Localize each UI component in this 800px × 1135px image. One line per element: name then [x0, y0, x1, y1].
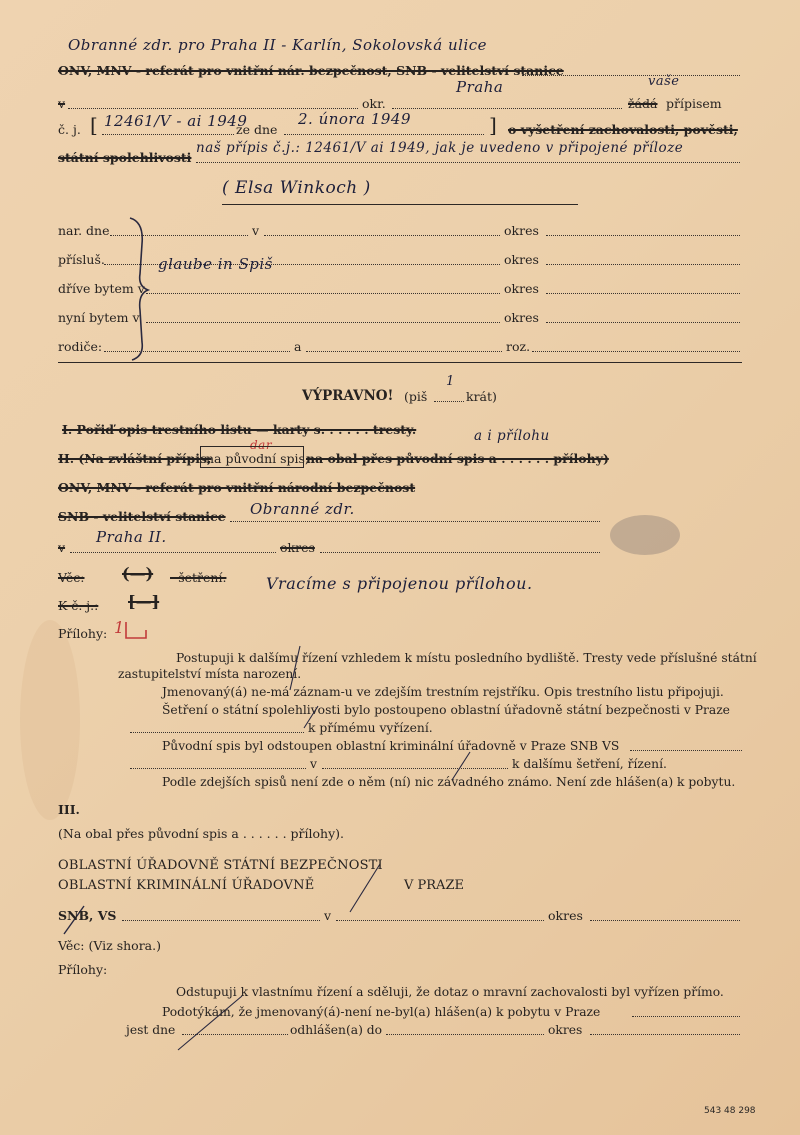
- handwritten-vase: vaše: [648, 74, 680, 89]
- okres-label-1: okres: [504, 223, 539, 238]
- dotted-line: [386, 1034, 544, 1035]
- para-3: Šetření o státní spolehlivosti bylo postoupeno oblastní úřadovně státní bezpečnosti v Praze: [162, 703, 730, 717]
- dotted-line: [322, 768, 508, 769]
- handwritten-office: Obranné zdr. pro Praha II - Karlín, Sokolovská ulice: [68, 36, 488, 54]
- para-q2: Podotýkám, že jmenovaný(á)-není ne-byl(a) hlášen(a) k pobytu v Praze: [162, 1005, 601, 1019]
- okres-label-5: okres: [548, 908, 583, 923]
- para-q3a: jest dne: [126, 1023, 176, 1037]
- dotted-line: [130, 768, 306, 769]
- item-II-c: na obal přes původní spis a . . . . . . přílohy): [306, 451, 609, 466]
- handwritten-dar: dar: [250, 438, 273, 452]
- para-4b-v: v: [310, 757, 317, 771]
- onv-line: ONV, MNV - referát pro vnitřní národní bezpečnost: [58, 480, 416, 495]
- oblastni-osb: OBLASTNÍ ÚŘADOVNĚ STÁTNÍ BEZPEČNOSTI: [58, 858, 383, 873]
- vec-paren: (—): [122, 564, 154, 583]
- nyni-bytem-label: nyní bytem v: [58, 310, 140, 325]
- obal-line: (Na obal přes původní spis a . . . . . . přílohy).: [58, 826, 344, 841]
- section-divider: [58, 362, 742, 363]
- nar-dne-label: nar. dne: [58, 223, 110, 238]
- dotted-line: [630, 750, 742, 751]
- handwritten-name: ( Elsa Winkoch ): [222, 178, 371, 198]
- dotted-line: [284, 134, 484, 135]
- snb-vs-label: SNB, VS: [58, 908, 117, 923]
- dotted-line: [320, 552, 600, 553]
- item-II-a: II. (Na zvláštní přípis,: [58, 451, 212, 466]
- handwritten-a-priloha: a i přílohu: [474, 428, 550, 444]
- setreni-label: - šetření.: [170, 570, 227, 585]
- item-II-b: na původní spis,: [206, 451, 309, 466]
- para-1a: Postupuji k dalšímu řízení vzhledem k místu posledního bydliště. Tresty vede příslušné státní: [176, 651, 757, 665]
- dotted-line: [522, 75, 740, 76]
- handwritten-obranne: Obranné zdr.: [250, 500, 355, 518]
- handwritten-box: [200, 446, 304, 468]
- v-label: v: [58, 96, 66, 111]
- handwritten-vrac: Vracíme s připojenou přílohou.: [266, 574, 533, 593]
- kcj-label: K č. j.:: [58, 598, 99, 613]
- handwritten-count: 1: [446, 374, 455, 389]
- pis-label: (piš: [404, 389, 428, 404]
- dotted-line: [146, 293, 500, 294]
- paper-stain: [20, 620, 80, 820]
- vec-viz-shora: Věc: (Viz shora.): [58, 938, 161, 953]
- dotted-line: [70, 552, 276, 553]
- para-4: Původní spis byl odstoupen oblastní kriminální úřadovně v Praze SNB VS: [162, 739, 620, 753]
- dotted-line: [546, 322, 740, 323]
- dotted-line: [230, 521, 600, 522]
- okr-label: okr.: [362, 96, 386, 111]
- pripisem-label: přípisem: [666, 96, 722, 111]
- header-line-onv: ONV, MNV - referát pro vnitřní nár. bezpečnost, SNB - velitelství stanice: [58, 63, 564, 78]
- para-q3c: okres: [548, 1023, 583, 1037]
- dotted-line: [336, 920, 544, 921]
- dotted-line: [546, 235, 740, 236]
- bracket-open: [: [90, 113, 98, 137]
- dotted-line: [392, 108, 622, 109]
- dotted-line: [264, 235, 500, 236]
- oblastni-oku: OBLASTNÍ KRIMINÁLNÍ ÚŘADOVNĚ: [58, 878, 315, 893]
- a-label: a: [294, 339, 302, 354]
- prislus-label: přísluš.: [58, 252, 105, 267]
- prilohy-label: Přílohy:: [58, 626, 108, 641]
- para-q3b: odhlášen(a) do: [290, 1023, 383, 1037]
- dotted-line: [102, 134, 234, 135]
- handwritten-glaube: glaube in Spiš: [158, 255, 273, 273]
- okres-label-4: okres: [504, 310, 539, 325]
- handwritten-brace-icon: [126, 214, 156, 362]
- okres-label-2: okres: [504, 252, 539, 267]
- section-III: III.: [58, 802, 80, 817]
- zada-label: žádá: [628, 96, 658, 111]
- handwritten-date: 2. února 1949: [298, 110, 411, 128]
- name-underline: [222, 204, 578, 205]
- dotted-line: [632, 1016, 740, 1017]
- krat-label: krát): [466, 389, 497, 404]
- snb-line: SNB - velitelství stanice: [58, 509, 226, 524]
- rodice-label: rodiče:: [58, 339, 103, 354]
- okres-label-3: okres: [504, 281, 539, 296]
- handwritten-prilohy: 1: [114, 618, 125, 637]
- prilohy-label-2: Přílohy:: [58, 962, 108, 977]
- dotted-line: [434, 401, 464, 402]
- dotted-line: [306, 351, 502, 352]
- statni-spolehlivosti: státní spolehlivosti: [58, 150, 192, 165]
- form-number: 543 48 298: [704, 1106, 756, 1116]
- ze-dne-label: ze dne: [236, 122, 278, 137]
- cj-label: č. j.: [58, 122, 81, 137]
- handwritten-praha: Praha: [456, 78, 504, 96]
- para-1b: zastupitelství místa narození.: [118, 667, 302, 681]
- para-3b: k přímému vyřízení.: [308, 721, 433, 735]
- dotted-line: [532, 351, 740, 352]
- drive-bytem-label: dříve bytem v: [58, 281, 145, 296]
- roz-label: roz.: [506, 339, 531, 354]
- o-vysetreni: o vyšetření zachovalosti, pověsti,: [508, 122, 738, 137]
- para-4b-end: k dalšímu šetření, řízení.: [512, 757, 667, 771]
- red-mark-icon: [122, 620, 152, 642]
- dotted-line: [130, 732, 304, 733]
- v-label-1: v: [252, 223, 260, 238]
- dotted-line: [590, 1034, 740, 1035]
- handwritten-praha2: Praha II.: [96, 528, 167, 546]
- dotted-line: [590, 920, 740, 921]
- dotted-line: [546, 293, 740, 294]
- handwritten-cj: 12461/V - ai 1949: [104, 112, 248, 130]
- vypravno-title: VÝPRAVNO!: [302, 388, 394, 404]
- bracket-close: ]: [489, 113, 497, 137]
- dotted-line: [196, 162, 740, 163]
- dotted-line: [546, 264, 740, 265]
- para-2: Jmenovaný(á) ne-má záznam-u ve zdejším trestním rejstříku. Opis trestního listu připojuji.: [162, 685, 724, 699]
- dotted-line: [146, 322, 500, 323]
- paper-stain: [610, 515, 680, 555]
- okres-line-label: okres: [280, 540, 315, 555]
- item-I: I. Pořiď opis trestního listu — karty s. . . . . . tresty.: [62, 422, 417, 437]
- v-label-3: v: [324, 908, 332, 923]
- dotted-line: [122, 920, 320, 921]
- vec-label: Věc:: [58, 570, 85, 585]
- v-praze: V PRAZE: [404, 878, 464, 893]
- dotted-line: [182, 1034, 288, 1035]
- v-line-label: v: [58, 540, 66, 555]
- handwritten-note: naš přípis č.j.: 12461/V ai 1949, jak je uvedeno v připojené příloze: [196, 140, 684, 156]
- para-5: Podle zdejších spisů není zde o něm (ní) nic závadného známo. Není zde hlášen(a) k pobytu.: [162, 775, 736, 789]
- kcj-bracket: [—]: [128, 592, 160, 611]
- dotted-line: [68, 108, 358, 109]
- para-q1: Odstupuji k vlastnímu řízení a sděluji, že dotaz o mravní zachovalosti byl vyřízen přímo.: [176, 985, 724, 999]
